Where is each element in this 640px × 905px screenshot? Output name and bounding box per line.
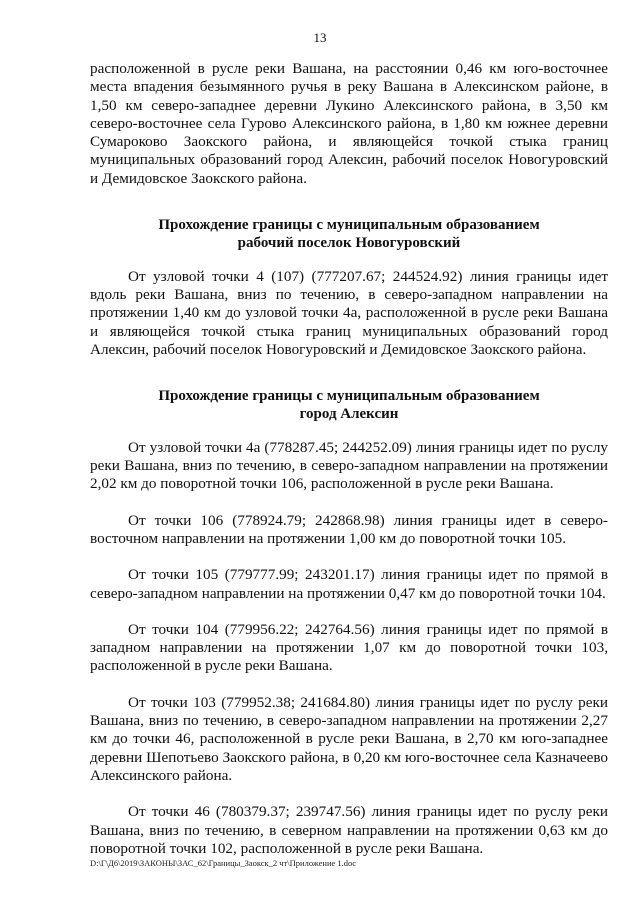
page-number: 13: [313, 30, 327, 45]
heading-line: рабочий поселок Новогуровский: [237, 235, 461, 252]
section-heading-novogurovsky: [90, 216, 608, 253]
intro-paragraph: расположенной в русле реки Вашана, на расстоянии 0,46 км юго-восточнее места впадения безымянного ручья в реку Вашана в Алексинском районе, в 1,50 км северо-западнее деревни Лукино Алексинского района, в 3,50 км северо-восточнее села Гурово Алексинского района, в 1,80 км южнее деревни Сумароково Заокского района, и являющейся точкой стыка границ муниципальных образований город Алексин, рабочий поселок Новогуровский и Демидовское Заокского района.: [90, 60, 608, 187]
paragraph: От точки 106 (778924.79; 242868.98) линия границы идет в северо-восточном направлении на протяжении 1,00 км до поворотной точки 105.: [90, 511, 608, 547]
paragraph: От точки 46 (780379.37; 239747.56) линия границы идет по руслу реки Вашана, вниз по течению, в северном направлении на протяжении 0,63 км до поворотной точки 102, расположенной в русле реки Вашана.: [90, 803, 608, 857]
section-heading-aleksin: [90, 387, 608, 424]
paragraph: От узловой точки 4а (778287.45; 244252.09) линия границы идет по руслу реки Вашана, вниз по течению, в северо-западном направлении на протяжении 2,02 км до поворотной точки 106, расположенной в русле реки Вашана.: [90, 438, 608, 493]
paragraph: От узловой точки 4 (107) (777207.67; 244524.92) линия границы идет вдоль реки Вашана, вниз по течению, в северо-западном направлении на протяжении 1,40 км до узловой точки 4а, расположенной в русле реки Вашана и являющейся точкой стыка границ муниципальных образований город Алексин, рабочий поселок Новогуровский и Демидовское Заокского района.: [90, 267, 608, 358]
paragraph: От точки 104 (779956.22; 242764.56) линия границы идет по прямой в западном направлении на протяжении 1,07 км до поворотной точки 103, расположенной в русле реки Вашана.: [90, 620, 608, 675]
heading-line: Прохождение границы с муниципальным образованием: [158, 388, 540, 405]
paragraph: От точки 105 (779777.99; 243201.17) линия границы идет по прямой в северо-западном направлении на протяжении 0,47 км до поворотной точки 104.: [90, 566, 608, 602]
document-body: [90, 60, 608, 858]
heading-line: город Алексин: [299, 406, 399, 423]
file-path-footer: D:\Г\Д6\2019\ЗАКОНЫ\ЗАС_62\Границы_Заокск_2 чт\Приложение 1.doc: [90, 858, 357, 868]
paragraph: От точки 103 (779952.38; 241684.80) линия границы идет по руслу реки Вашана, вниз по течению, в северо-западном направлении на протяжении 2,27 км до точки 46, расположенной в русле реки Вашана, в 2,70 км юго-западнее деревни Шепотьево Заокского района, в 0,20 км юго-восточнее села Казначеево Алексинского района.: [90, 693, 608, 784]
heading-line: Прохождение границы с муниципальным образованием: [158, 217, 540, 234]
